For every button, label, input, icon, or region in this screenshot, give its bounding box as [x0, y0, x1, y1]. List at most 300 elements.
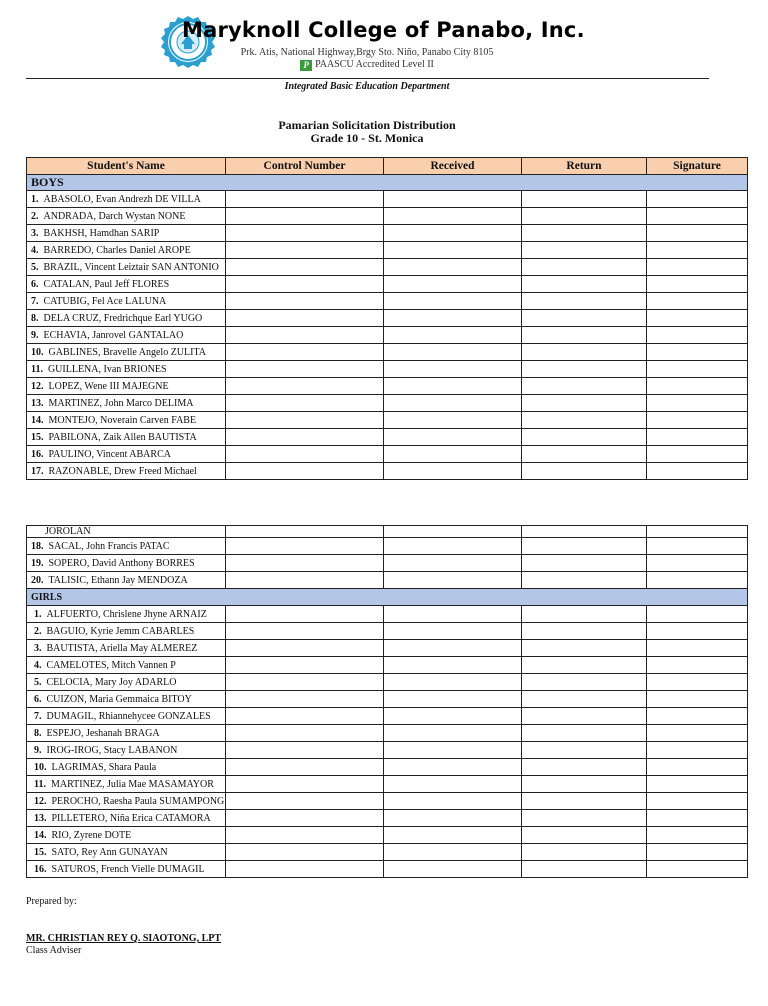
cell-signature[interactable]	[647, 412, 748, 429]
table-row	[27, 708, 748, 725]
row-number: 7.	[34, 710, 42, 722]
cell-return[interactable]	[522, 725, 647, 742]
student-name-cell	[27, 708, 226, 725]
row-number: 1.	[31, 193, 39, 205]
row-number: 11.	[34, 778, 46, 790]
cell-control-number[interactable]	[226, 463, 384, 480]
student-name-cell	[27, 208, 226, 225]
cell-signature[interactable]	[647, 259, 748, 276]
cell-signature[interactable]	[647, 844, 748, 861]
cell-control-number[interactable]	[226, 708, 384, 725]
row-number: 20.	[31, 574, 44, 586]
student-name: IROG-IROG, Stacy LABANON	[46, 744, 178, 756]
cell-signature[interactable]	[647, 395, 748, 412]
cell-received[interactable]	[384, 623, 522, 640]
table-row	[27, 225, 748, 242]
cell-return[interactable]	[522, 293, 647, 310]
cell-received[interactable]	[384, 708, 522, 725]
department-name: Integrated Basic Education Department	[284, 81, 450, 92]
student-name-cell	[27, 276, 226, 293]
table-row	[27, 861, 748, 878]
row-number: 4.	[31, 244, 39, 256]
cell-return[interactable]	[522, 463, 647, 480]
table-row	[27, 327, 748, 344]
cell-received[interactable]	[384, 327, 522, 344]
cell-control-number[interactable]	[226, 378, 384, 395]
cell-return[interactable]	[522, 691, 647, 708]
cell-control-number[interactable]	[226, 395, 384, 412]
row-number: 11.	[31, 363, 43, 375]
cell-received[interactable]	[384, 259, 522, 276]
cell-received[interactable]	[384, 191, 522, 208]
cell-signature[interactable]	[647, 361, 748, 378]
student-name-cell	[27, 327, 226, 344]
cell-control-number[interactable]	[226, 776, 384, 793]
student-name-cell	[27, 623, 226, 640]
cell-control-number[interactable]	[226, 327, 384, 344]
row-number: 15.	[34, 846, 47, 858]
cell-control-number[interactable]	[226, 742, 384, 759]
adviser-name: MR. CHRISTIAN REY Q. SIAOTONG, LPT	[26, 933, 222, 944]
row-number: 12.	[31, 380, 44, 392]
cell-control-number[interactable]	[226, 555, 384, 572]
cell-return[interactable]	[522, 827, 647, 844]
cell-return[interactable]	[522, 742, 647, 759]
cell-received[interactable]	[384, 725, 522, 742]
cell-return[interactable]	[522, 429, 647, 446]
cell-signature[interactable]	[647, 293, 748, 310]
distribution-table-page1	[26, 157, 748, 480]
cell-control-number[interactable]	[226, 657, 384, 674]
row-number: 14.	[31, 414, 44, 426]
row-number: 10.	[31, 346, 44, 358]
cell-control-number[interactable]	[226, 674, 384, 691]
table-row	[27, 776, 748, 793]
cell-signature[interactable]	[647, 708, 748, 725]
cell-received[interactable]	[384, 606, 522, 623]
table-row	[27, 759, 748, 776]
cell-control-number[interactable]	[226, 446, 384, 463]
cell-signature[interactable]	[647, 827, 748, 844]
row-number: 16.	[34, 863, 47, 875]
accreditation-line	[0, 59, 734, 71]
student-name-cell	[27, 827, 226, 844]
student-name-cell	[27, 691, 226, 708]
student-name: RIO, Zyrene DOTE	[51, 829, 132, 841]
cell-return[interactable]	[522, 572, 647, 589]
cell-return[interactable]	[522, 793, 647, 810]
cell-control-number[interactable]	[226, 572, 384, 589]
cell-received[interactable]	[384, 691, 522, 708]
table-row	[27, 446, 748, 463]
student-name-cell	[27, 810, 226, 827]
student-name-cell	[27, 725, 226, 742]
cell-signature[interactable]	[647, 191, 748, 208]
cell-received[interactable]	[384, 776, 522, 793]
row-number: 4.	[34, 659, 42, 671]
cell-return[interactable]	[522, 191, 647, 208]
table-row	[27, 538, 748, 555]
col-header-received: Received	[384, 158, 522, 175]
cell-signature[interactable]	[647, 640, 748, 657]
cell-received[interactable]	[384, 759, 522, 776]
header-divider	[26, 78, 709, 79]
cell-signature[interactable]	[647, 429, 748, 446]
cell-return[interactable]	[522, 446, 647, 463]
cell-received[interactable]	[384, 344, 522, 361]
cell-control-number[interactable]	[226, 861, 384, 878]
cell-received[interactable]	[384, 293, 522, 310]
school-address: Prk. Atis, National Highway,Brgy Sto. Niño, Panabo City 8105	[240, 47, 494, 58]
table-row	[27, 606, 748, 623]
table-row	[27, 674, 748, 691]
table-row	[27, 344, 748, 361]
continued-name: JOROLAN	[27, 526, 226, 538]
cell-control-number[interactable]	[226, 827, 384, 844]
student-name-cell	[27, 572, 226, 589]
student-name: ABASOLO, Evan Andrezh DE VILLA	[43, 193, 201, 205]
row-number: 12.	[34, 795, 47, 807]
cell-return[interactable]	[522, 657, 647, 674]
table-row	[27, 412, 748, 429]
table-row	[27, 429, 748, 446]
row-number: 14.	[34, 829, 47, 841]
table-row	[27, 276, 748, 293]
cell-return[interactable]	[522, 555, 647, 572]
document-subtitle: Grade 10 - St. Monica	[310, 131, 424, 145]
row-number: 19.	[31, 557, 44, 569]
row-number: 8.	[31, 312, 39, 324]
student-name-cell	[27, 412, 226, 429]
cell-received[interactable]	[384, 742, 522, 759]
student-name: GUILLENA, Ivan BRIONES	[47, 363, 167, 375]
cell-control-number[interactable]	[226, 793, 384, 810]
cell-received[interactable]	[384, 310, 522, 327]
cell-control-number[interactable]	[226, 293, 384, 310]
cell-signature[interactable]	[647, 378, 748, 395]
cell-received[interactable]	[384, 242, 522, 259]
student-name: CAMELOTES, Mitch Vannen P	[46, 659, 176, 671]
cell-received[interactable]	[384, 378, 522, 395]
table-row	[27, 572, 748, 589]
cell-received[interactable]	[384, 208, 522, 225]
row-number: 2.	[34, 625, 42, 637]
cell-received[interactable]	[384, 572, 522, 589]
student-name: PAULINO, Vincent ABARCA	[48, 448, 171, 460]
table-header-row	[27, 158, 748, 175]
student-name-cell	[27, 242, 226, 259]
cell-return[interactable]	[522, 242, 647, 259]
student-name: MARTINEZ, Julia Mae MASAMAYOR	[50, 778, 214, 790]
cell-received[interactable]	[384, 861, 522, 878]
student-name-cell	[27, 674, 226, 691]
row-number: 15.	[31, 431, 44, 443]
student-name: LOPEZ, Wene III MAJEGNE	[48, 380, 169, 392]
cell-control-number[interactable]	[226, 225, 384, 242]
cell-received	[384, 526, 522, 538]
student-name: DELA CRUZ, Fredrichque Earl YUGO	[43, 312, 203, 324]
table-row	[27, 208, 748, 225]
cell-signature[interactable]	[647, 657, 748, 674]
cell-signature	[647, 526, 748, 538]
cell-control-number[interactable]	[226, 538, 384, 555]
table-row	[27, 844, 748, 861]
cell-received[interactable]	[384, 395, 522, 412]
cell-signature[interactable]	[647, 344, 748, 361]
cell-return[interactable]	[522, 327, 647, 344]
cell-received[interactable]	[384, 412, 522, 429]
student-name-cell	[27, 555, 226, 572]
cell-control-number[interactable]	[226, 242, 384, 259]
cell-signature[interactable]	[647, 776, 748, 793]
cell-return[interactable]	[522, 412, 647, 429]
student-name: LAGRIMAS, Shara Paula	[51, 761, 157, 773]
cell-control-number[interactable]	[226, 725, 384, 742]
table-row	[27, 691, 748, 708]
cell-signature[interactable]	[647, 793, 748, 810]
student-name: GABLINES, Bravelle Angelo ZULITA	[48, 346, 206, 358]
row-number: 6.	[34, 693, 42, 705]
student-name-cell	[27, 742, 226, 759]
cell-return[interactable]	[522, 208, 647, 225]
table-row-continuation	[27, 526, 748, 538]
cell-received[interactable]	[384, 810, 522, 827]
student-name: BAGUIO, Kyrie Jemm CABARLES	[46, 625, 195, 637]
cell-return	[522, 526, 647, 538]
cell-return[interactable]	[522, 395, 647, 412]
student-name-cell	[27, 191, 226, 208]
cell-received[interactable]	[384, 276, 522, 293]
cell-return[interactable]	[522, 276, 647, 293]
row-number: 6.	[31, 278, 39, 290]
table-row	[27, 742, 748, 759]
cell-signature[interactable]	[647, 725, 748, 742]
table-row	[27, 555, 748, 572]
cell-return[interactable]	[522, 640, 647, 657]
student-name: SOPERO, David Anthony BORRES	[48, 557, 195, 569]
cell-signature[interactable]	[647, 276, 748, 293]
student-name-cell	[27, 776, 226, 793]
student-name: BRAZIL, Vincent Leiztair SAN ANTONIO	[43, 261, 219, 273]
row-number: 17.	[31, 465, 44, 477]
cell-signature[interactable]	[647, 538, 748, 555]
cell-return[interactable]	[522, 623, 647, 640]
cell-received[interactable]	[384, 793, 522, 810]
table-row	[27, 827, 748, 844]
cell-signature[interactable]	[647, 208, 748, 225]
cell-control-number[interactable]	[226, 640, 384, 657]
cell-received[interactable]	[384, 640, 522, 657]
cell-signature[interactable]	[647, 759, 748, 776]
student-name: RAZONABLE, Drew Freed Michael	[48, 465, 197, 477]
student-name-cell	[27, 259, 226, 276]
table-row	[27, 361, 748, 378]
cell-control-number[interactable]	[226, 623, 384, 640]
cell-signature[interactable]	[647, 606, 748, 623]
col-header-return: Return	[522, 158, 647, 175]
student-name: SATO, Rey Ann GUNAYAN	[51, 846, 168, 858]
student-name-cell	[27, 793, 226, 810]
cell-return[interactable]	[522, 606, 647, 623]
student-name-cell	[27, 844, 226, 861]
cell-return[interactable]	[522, 310, 647, 327]
cell-signature[interactable]	[647, 691, 748, 708]
student-name: ECHAVIA, Janrovel GANTALAO	[43, 329, 184, 341]
student-name-cell	[27, 640, 226, 657]
row-number: 10.	[34, 761, 47, 773]
student-name: PILLETERO, Niña Erica CATAMORA	[51, 812, 211, 824]
cell-received[interactable]	[384, 674, 522, 691]
row-number: 3.	[31, 227, 39, 239]
row-number: 13.	[34, 812, 47, 824]
student-name-cell	[27, 293, 226, 310]
row-number: 1.	[34, 608, 42, 620]
student-name-cell	[27, 378, 226, 395]
cell-control-number[interactable]	[226, 691, 384, 708]
student-name: PEROCHO, Raesha Paula SUMAMPONG	[51, 795, 225, 807]
student-name: ANDRADA, Darch Wystan NONE	[43, 210, 186, 222]
cell-signature[interactable]	[647, 446, 748, 463]
student-name: MONTEJO, Noverain Carven FABE	[48, 414, 197, 426]
table-row	[27, 657, 748, 674]
student-name-cell	[27, 225, 226, 242]
table-row	[27, 640, 748, 657]
student-name-cell	[27, 310, 226, 327]
student-name-cell	[27, 344, 226, 361]
cell-control-number[interactable]	[226, 810, 384, 827]
cell-received[interactable]	[384, 844, 522, 861]
cell-control-number[interactable]	[226, 844, 384, 861]
cell-received[interactable]	[384, 827, 522, 844]
cell-received[interactable]	[384, 225, 522, 242]
table-row	[27, 293, 748, 310]
student-name: BAUTISTA, Ariella May ALMEREZ	[46, 642, 198, 654]
cell-signature[interactable]	[647, 242, 748, 259]
cell-signature[interactable]	[647, 674, 748, 691]
row-number: 9.	[34, 744, 42, 756]
cell-return[interactable]	[522, 378, 647, 395]
cell-signature[interactable]	[647, 463, 748, 480]
cell-received[interactable]	[384, 361, 522, 378]
table-row	[27, 810, 748, 827]
student-name-cell	[27, 606, 226, 623]
student-name-cell	[27, 463, 226, 480]
cell-received[interactable]	[384, 429, 522, 446]
student-name: BAKHSH, Hamdhan SARIP	[43, 227, 160, 239]
col-header-name: Student's Name	[27, 158, 226, 175]
cell-signature[interactable]	[647, 572, 748, 589]
table-row	[27, 259, 748, 276]
cell-return[interactable]	[522, 225, 647, 242]
table-row	[27, 623, 748, 640]
student-name: CELOCIA, Mary Joy ADARLO	[46, 676, 177, 688]
cell-return[interactable]	[522, 361, 647, 378]
row-number: 18.	[31, 540, 44, 552]
col-header-control-number: Control Number	[226, 158, 384, 175]
cell-control-number[interactable]	[226, 276, 384, 293]
cell-signature[interactable]	[647, 810, 748, 827]
table-row	[27, 725, 748, 742]
student-name: BARREDO, Charles Daniel AROPE	[43, 244, 191, 256]
cell-control-number[interactable]	[226, 259, 384, 276]
cell-control-number[interactable]	[226, 429, 384, 446]
table-row	[27, 310, 748, 327]
cell-signature[interactable]	[647, 310, 748, 327]
student-name: CUIZON, Maria Gemmaica BITOY	[46, 693, 192, 705]
row-number: 5.	[31, 261, 39, 273]
col-header-signature: Signature	[647, 158, 748, 175]
cell-return[interactable]	[522, 674, 647, 691]
cell-received[interactable]	[384, 538, 522, 555]
cell-return[interactable]	[522, 861, 647, 878]
distribution-table-page2	[26, 525, 748, 878]
cell-return[interactable]	[522, 538, 647, 555]
student-name: DUMAGIL, Rhiannehycee GONZALES	[46, 710, 211, 722]
cell-return[interactable]	[522, 810, 647, 827]
cell-received[interactable]	[384, 555, 522, 572]
cell-control-number[interactable]	[226, 759, 384, 776]
student-name-cell	[27, 395, 226, 412]
student-name: MARTINEZ, John Marco DELIMA	[48, 397, 194, 409]
cell-received[interactable]	[384, 463, 522, 480]
student-name: SATUROS, French Vielle DUMAGIL	[51, 863, 205, 875]
section-label-girls: GIRLS	[27, 589, 748, 606]
student-name: ALFUERTO, Chrislene Jhyne ARNAIZ	[46, 608, 207, 620]
student-name-cell	[27, 538, 226, 555]
row-number: 13.	[31, 397, 44, 409]
cell-return[interactable]	[522, 708, 647, 725]
table-row	[27, 793, 748, 810]
cell-return[interactable]	[522, 259, 647, 276]
cell-control-number[interactable]	[226, 344, 384, 361]
cell-control-number[interactable]	[226, 208, 384, 225]
row-number: 5.	[34, 676, 42, 688]
cell-return[interactable]	[522, 776, 647, 793]
cell-control-number	[226, 526, 384, 538]
document-title: Pamarian Solicitation Distribution	[278, 118, 456, 132]
student-name-cell	[27, 429, 226, 446]
cell-return[interactable]	[522, 344, 647, 361]
student-name-cell	[27, 657, 226, 674]
cell-control-number[interactable]	[226, 310, 384, 327]
cell-control-number[interactable]	[226, 361, 384, 378]
cell-signature[interactable]	[647, 225, 748, 242]
table-row	[27, 378, 748, 395]
table-row	[27, 395, 748, 412]
cell-signature[interactable]	[647, 555, 748, 572]
section-row-girls	[27, 589, 748, 606]
student-name-cell	[27, 759, 226, 776]
cell-signature[interactable]	[647, 327, 748, 344]
adviser-role: Class Adviser	[26, 945, 82, 956]
row-number: 8.	[34, 727, 42, 739]
cell-return[interactable]	[522, 844, 647, 861]
cell-control-number[interactable]	[226, 191, 384, 208]
cell-signature[interactable]	[647, 623, 748, 640]
row-number: 2.	[31, 210, 39, 222]
row-number: 16.	[31, 448, 44, 460]
cell-return[interactable]	[522, 759, 647, 776]
cell-control-number[interactable]	[226, 412, 384, 429]
cell-received[interactable]	[384, 657, 522, 674]
table-row	[27, 463, 748, 480]
row-number: 7.	[31, 295, 39, 307]
cell-signature[interactable]	[647, 742, 748, 759]
cell-received[interactable]	[384, 446, 522, 463]
cell-control-number[interactable]	[226, 606, 384, 623]
paascu-badge-icon: P	[300, 60, 312, 71]
cell-signature[interactable]	[647, 861, 748, 878]
